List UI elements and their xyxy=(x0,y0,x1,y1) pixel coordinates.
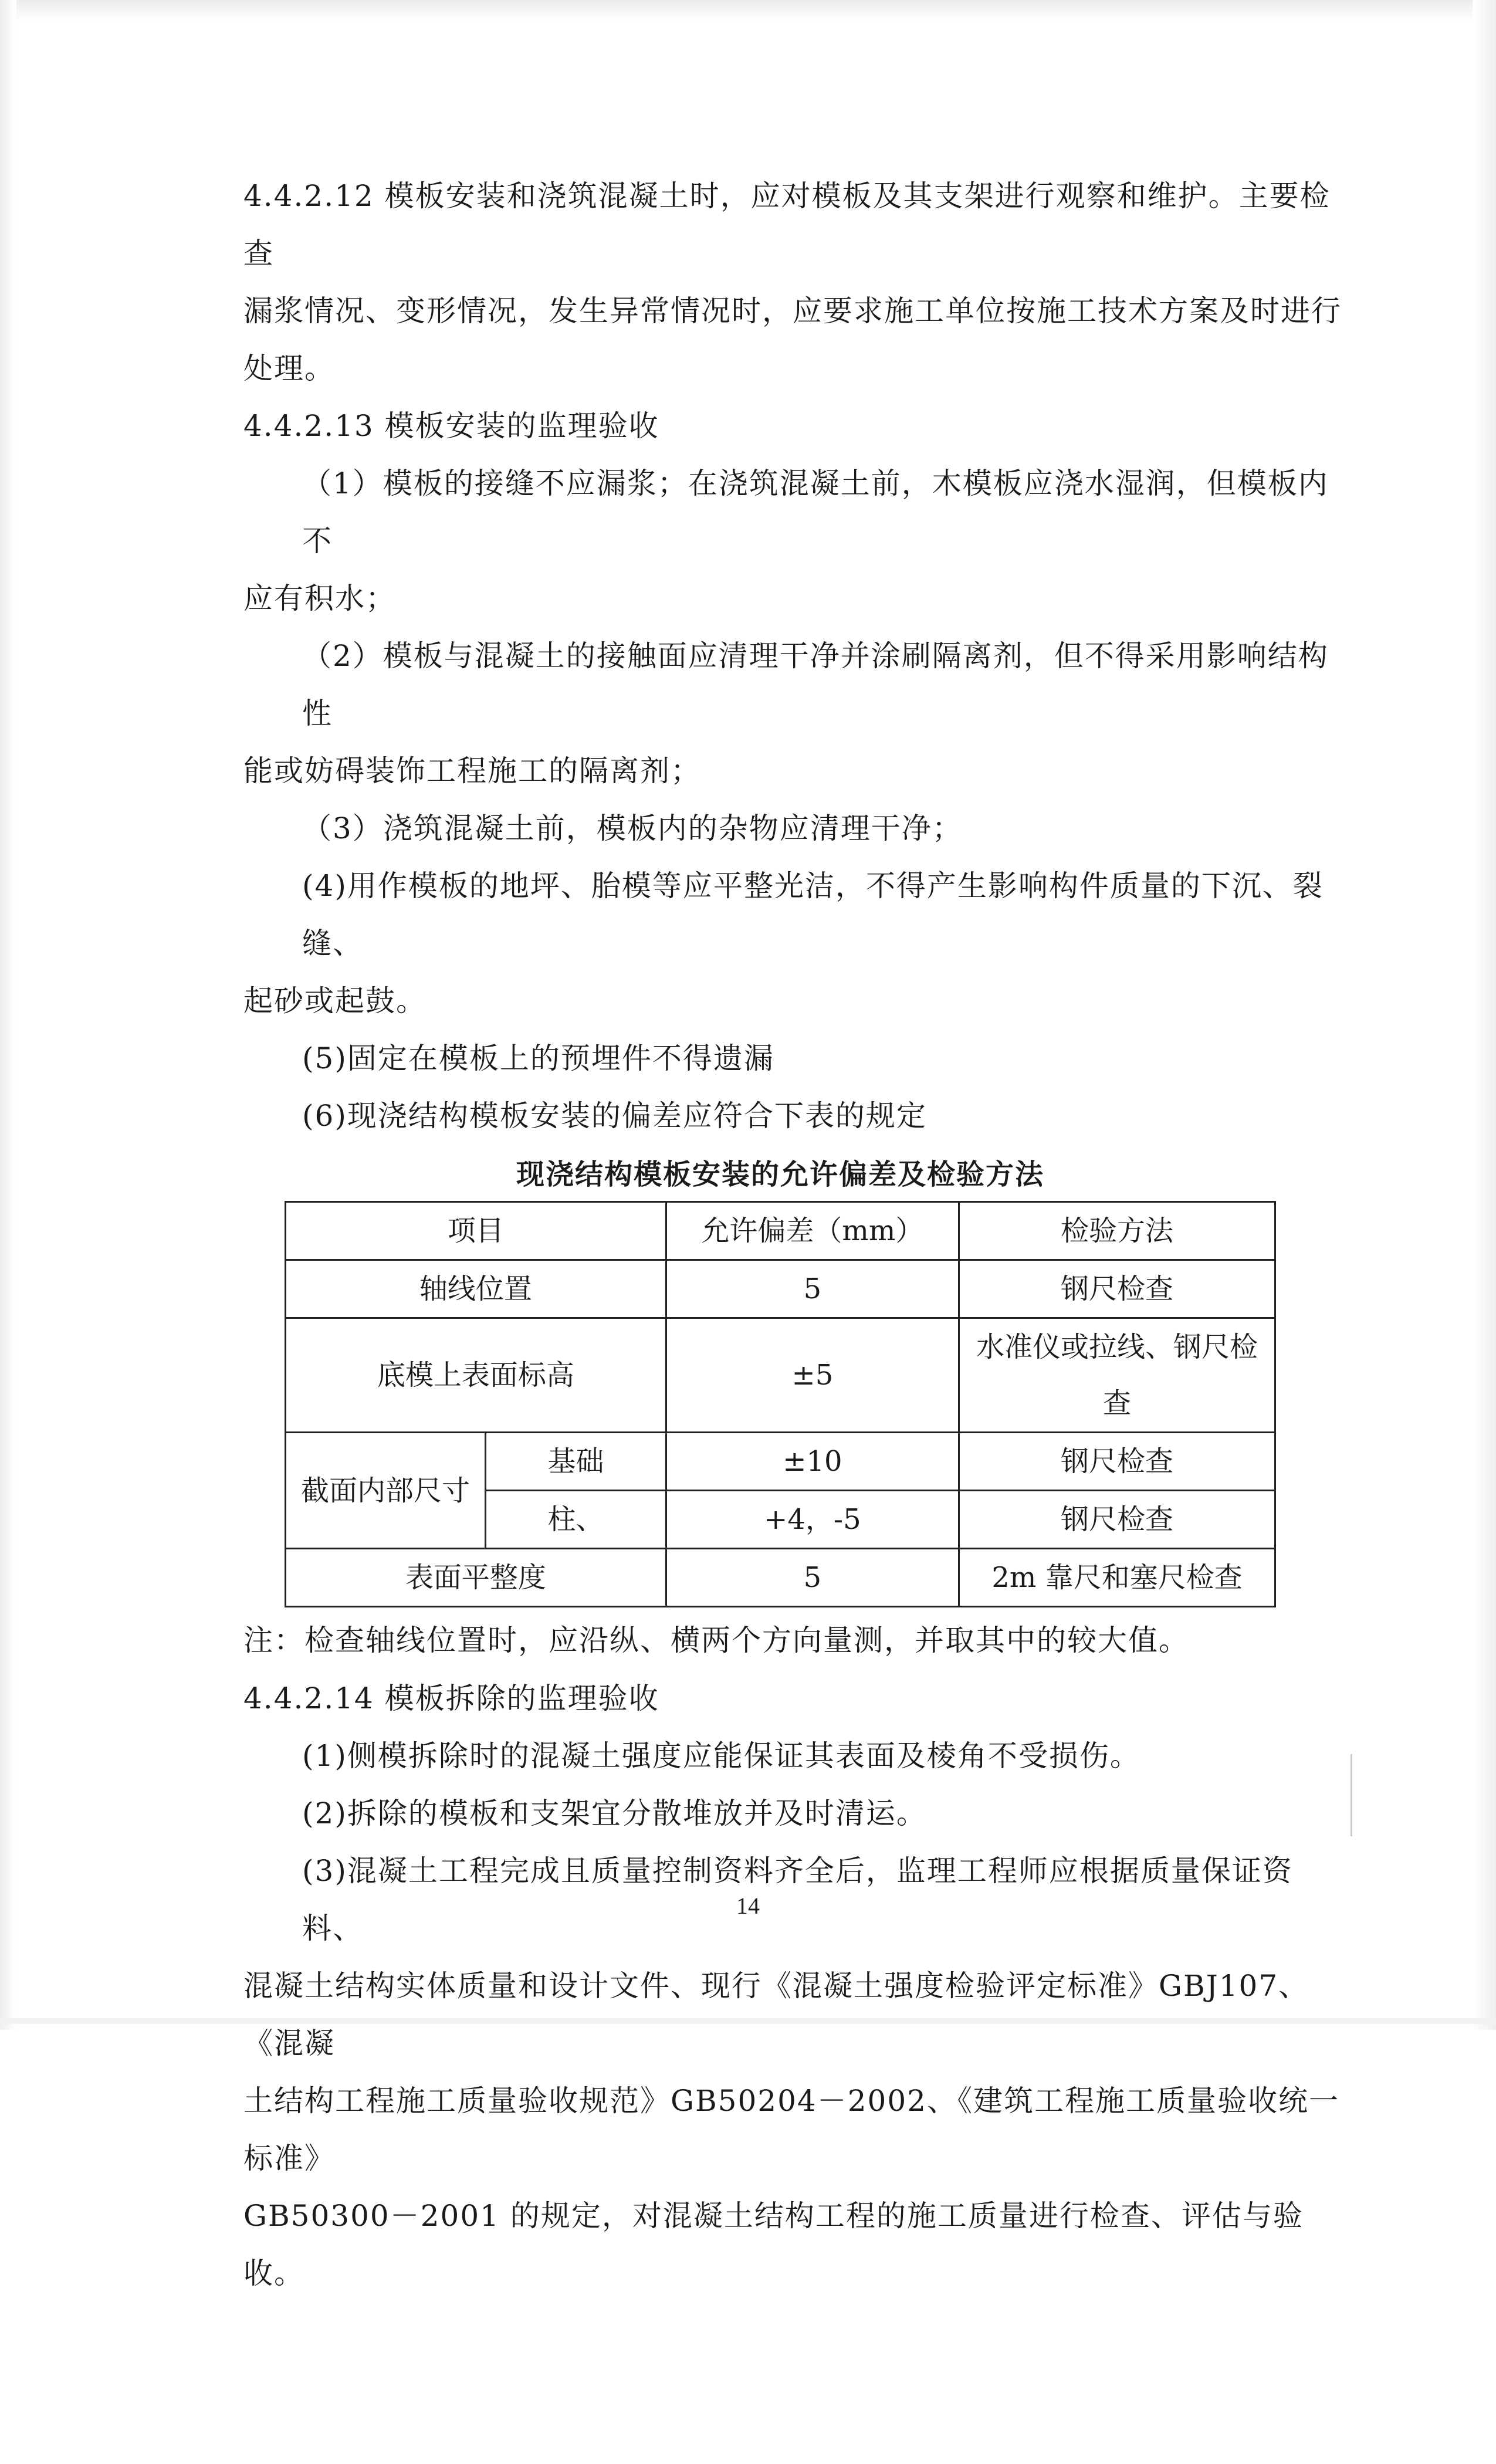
table-cell: 2m 靠尺和塞尺检查 xyxy=(959,1549,1275,1607)
list-item-continuation: 起砂或起鼓。 xyxy=(243,984,427,1018)
table-cell: 5 xyxy=(666,1260,959,1318)
list-item-continuation: 能或妨碍装饰工程施工的隔离剂； xyxy=(243,754,701,788)
table-row xyxy=(286,1260,1275,1318)
table-cell: 基础 xyxy=(486,1433,666,1491)
table-cell: ±10 xyxy=(666,1433,959,1491)
table-cell: 柱、 xyxy=(486,1491,666,1549)
table-cell: 底模上表面标高 xyxy=(286,1318,666,1433)
section-heading: 4.4.2.13 模板安装的监理验收 xyxy=(243,409,659,443)
table-row xyxy=(286,1433,1275,1491)
table-cell-line: 水准仪或拉线、钢尺检 xyxy=(976,1331,1258,1363)
scan-shadow-left xyxy=(0,0,16,2030)
paragraph-line: 处理。 xyxy=(243,351,335,385)
list-item: （2）模板与混凝土的接触面应清理干净并涂刷隔离剂，但不得采用影响结构性 xyxy=(302,639,1329,730)
section-heading: 4.4.2.14 模板拆除的监理验收 xyxy=(243,1681,659,1715)
table-cell: 钢尺检查 xyxy=(959,1260,1275,1318)
list-item-continuation: 混凝土结构实体质量和设计文件、现行《混凝土强度检验评定标准》GBJ107、《混凝 xyxy=(243,1969,1309,2060)
table-cell: 钢尺检查 xyxy=(959,1433,1275,1491)
scan-mark xyxy=(1351,1754,1352,1836)
page-number: 14 xyxy=(736,1893,760,1919)
table-title: 现浇结构模板安装的允许偏差及检验方法 xyxy=(516,1158,1044,1191)
table-note: 注：检查轴线位置时，应沿纵、横两个方向量测，并取其中的较大值。 xyxy=(243,1623,1189,1657)
list-item: （3）浇筑混凝土前，模板内的杂物应清理干净； xyxy=(302,811,963,845)
list-item-continuation: GB50300－2001 的规定，对混凝土结构工程的施工质量进行检查、评估与验收。 xyxy=(243,2199,1304,2290)
table-cell: 表面平整度 xyxy=(286,1549,666,1607)
scan-shadow-top xyxy=(0,0,1496,21)
table-header-cell: 允许偏差（mm） xyxy=(666,1202,959,1260)
list-item: (4)用作模板的地坪、胎模等应平整光洁，不得产生影响构件质量的下沉、裂缝、 xyxy=(302,869,1324,960)
paragraph-line: 漏浆情况、变形情况，发生异常情况时，应要求施工单位按施工技术方案及时进行 xyxy=(243,294,1342,328)
tolerance-table xyxy=(285,1201,1276,1607)
list-item-continuation: 土结构工程施工质量验收规范》GB50204－2002、《建筑工程施工质量验收统一标准》 xyxy=(243,2084,1339,2175)
table-cell-line: 查 xyxy=(1103,1387,1132,1420)
table-cell: 5 xyxy=(666,1549,959,1607)
table-cell: 截面内部尺寸 xyxy=(286,1433,486,1549)
list-item: (1)侧模拆除时的混凝土强度应能保证其表面及棱角不受损伤。 xyxy=(302,1739,1140,1773)
table-cell: 钢尺检查 xyxy=(959,1491,1275,1549)
list-item: (5)固定在模板上的预埋件不得遗漏 xyxy=(302,1041,774,1075)
table-cell: ±5 xyxy=(666,1318,959,1433)
list-item: （1）模板的接缝不应漏浆；在浇筑混凝土前，木模板应浇水湿润，但模板内不 xyxy=(302,466,1329,558)
table-header-cell: 项目 xyxy=(286,1202,666,1260)
table-row xyxy=(286,1549,1275,1607)
table-cell: +4，-5 xyxy=(666,1491,959,1549)
table-row xyxy=(286,1318,1275,1433)
table-cell xyxy=(959,1318,1275,1433)
table-cell: 轴线位置 xyxy=(286,1260,666,1318)
scan-shadow-right xyxy=(1473,0,1496,2030)
table-header-row xyxy=(286,1202,1275,1260)
table-header-cell: 检验方法 xyxy=(959,1202,1275,1260)
list-item: (6)现浇结构模板安装的偏差应符合下表的规定 xyxy=(302,1099,927,1133)
list-item: (3)混凝土工程完成且质量控制资料齐全后，监理工程师应根据质量保证资料、 xyxy=(302,1854,1293,1945)
paragraph-line: 4.4.2.12 模板安装和浇筑混凝土时，应对模板及其支架进行观察和维护。主要检查 xyxy=(243,179,1331,270)
list-item: (2)拆除的模板和支架宜分散堆放并及时清运。 xyxy=(302,1796,927,1830)
page-content xyxy=(243,167,1346,2302)
list-item-continuation: 应有积水； xyxy=(243,581,396,615)
